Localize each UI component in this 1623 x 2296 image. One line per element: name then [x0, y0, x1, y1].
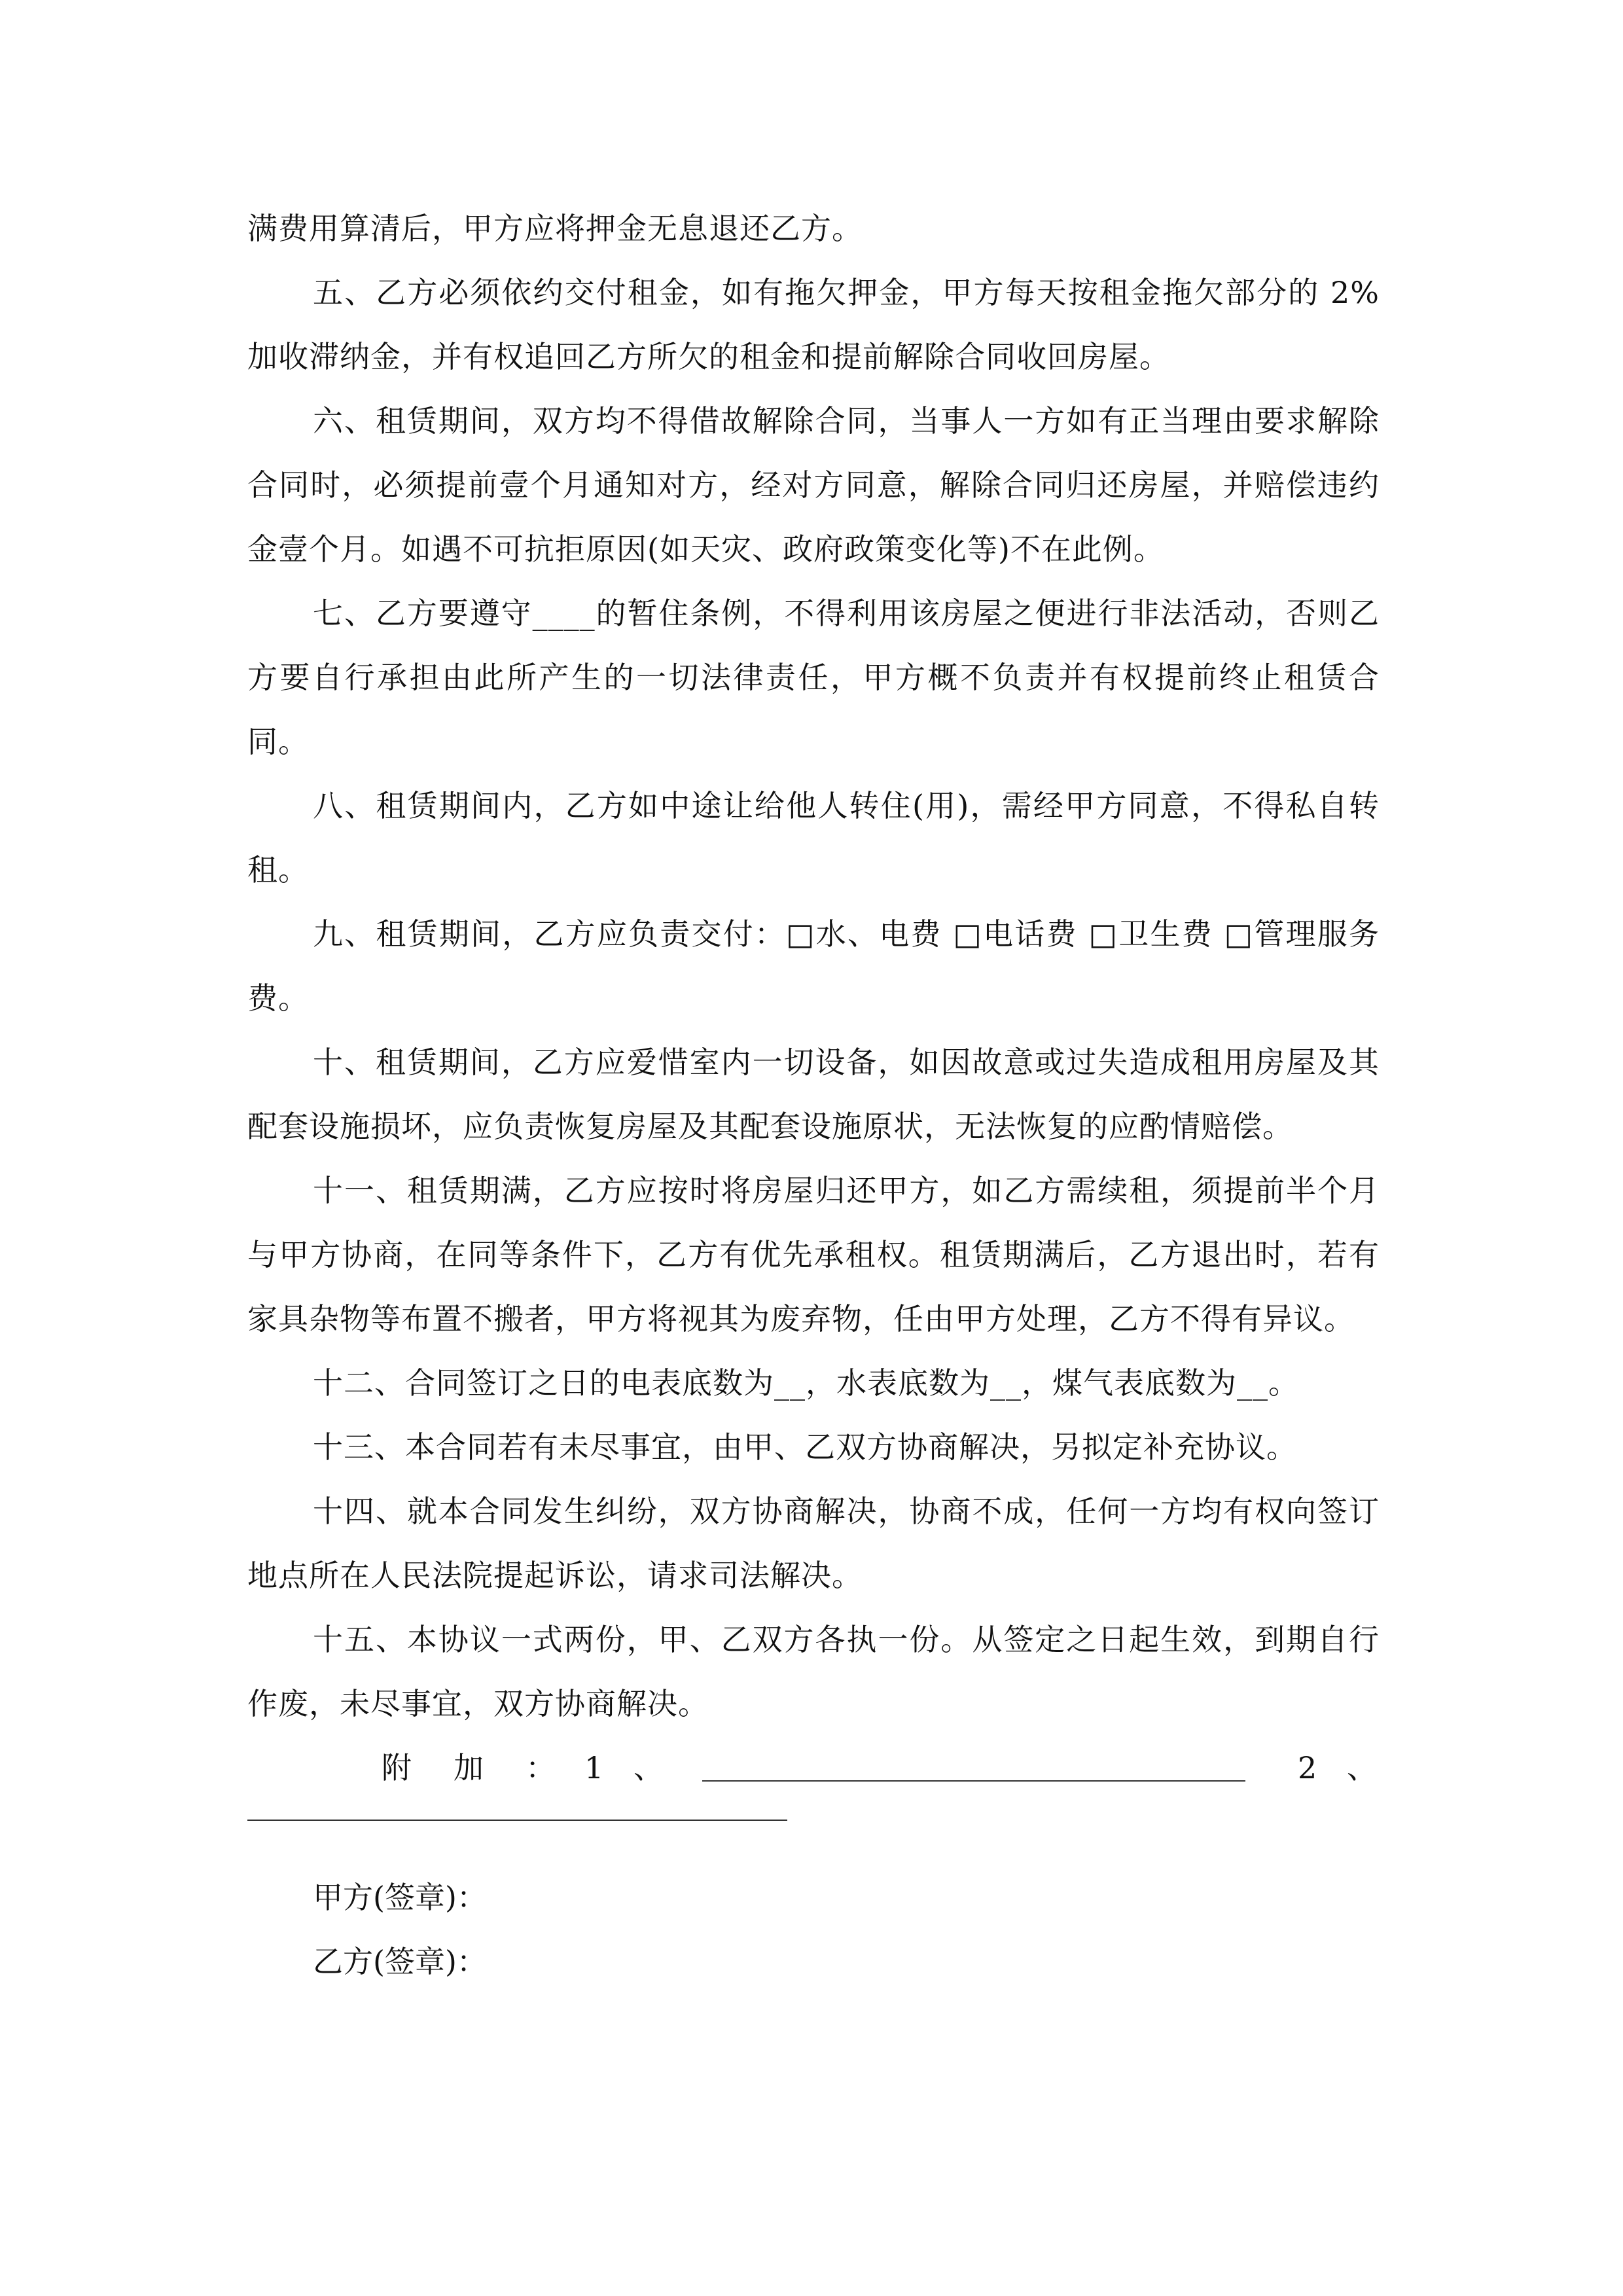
clause-12: 十二、合同签订之日的电表底数为__，水表底数为__，煤气表底数为__。 — [313, 1365, 1299, 1401]
signature-block — [247, 1865, 1380, 1994]
appendix-item1-blank — [702, 1780, 1245, 1782]
appendix-item1-separator: 、 — [633, 1750, 664, 1785]
clause-8: 八、租赁期间内，乙方如中途让给他人转住(用)，需经甲方同意，不得私自转租。 — [247, 788, 1380, 888]
clause-6: 六、租赁期间，双方均不得借故解除合同，当事人一方如有正当理由要求解除合同时，必须提前壹个月通知对方，经对方同意，解除合同归还房屋，并赔偿违约金壹个月。如遇不可抗拒原因(如天灾、政府政策变化等)不在此例。 — [247, 403, 1380, 567]
clause-10: 十、租赁期间，乙方应爱惜室内一切设备，如因故意或过失造成租用房屋及其配套设施损坏，应负责恢复房屋及其配套设施原状，无法恢复的应酌情赔偿。 — [247, 1045, 1380, 1144]
party-b-signature: 乙方(签章)： — [313, 1944, 487, 1979]
contract-page — [247, 196, 1380, 1994]
appendix-colon: ： — [526, 1750, 556, 1785]
appendix-row — [247, 1736, 1380, 1800]
clause-paragraph: 满费用算清后，甲方应将押金无息退还乙方。 — [247, 211, 863, 246]
appendix-label-char2: 加 — [454, 1750, 484, 1785]
party-a-signature: 甲方(签章)： — [313, 1880, 487, 1915]
appendix-item1-number: 1 — [584, 1750, 604, 1785]
clause-15: 十五、本协议一式两份，甲、乙双方各执一份。从签定之日起生效，到期自行作废，未尽事宜，双方协商解决。 — [247, 1622, 1380, 1721]
clause-13: 十三、本合同若有未尽事宜，由甲、乙双方协商解决，另拟定补充协议。 — [313, 1429, 1297, 1465]
appendix-label-char1: 附 — [382, 1750, 412, 1785]
appendix-row-continued — [247, 1800, 1380, 1833]
appendix-item2-separator: 、 — [1347, 1750, 1377, 1785]
clause-5: 五、乙方必须依约交付租金，如有拖欠押金，甲方每天按租金拖欠部分的 2%加收滞纳金，并有权追回乙方所欠的租金和提前解除合同收回房屋。 — [247, 275, 1380, 374]
appendix-item2-number: 2 — [1298, 1750, 1317, 1785]
clause-9: 九、租赁期间，乙方应负责交付：□水、电费 □电话费 □卫生费 □管理服务费。 — [247, 916, 1380, 1016]
clause-7: 七、乙方要遵守____的暂住条例，不得利用该房屋之便进行非法活动，否则乙方要自行承担由此所产生的一切法律责任，甲方概不负责并有权提前终止租赁合同。 — [247, 596, 1380, 759]
appendix-item2-blank — [247, 1820, 787, 1821]
clause-11: 十一、租赁期满，乙方应按时将房屋归还甲方，如乙方需续租，须提前半个月与甲方协商，在同等条件下，乙方有优先承租权。租赁期满后，乙方退出时，若有家具杂物等布置不搬者，甲方将视其为废弃物，任由甲方处理，乙方不得有异议。 — [247, 1173, 1380, 1336]
clause-14: 十四、就本合同发生纠纷，双方协商解决，协商不成，任何一方均有权向签订地点所在人民法院提起诉讼，请求司法解决。 — [247, 1494, 1380, 1593]
